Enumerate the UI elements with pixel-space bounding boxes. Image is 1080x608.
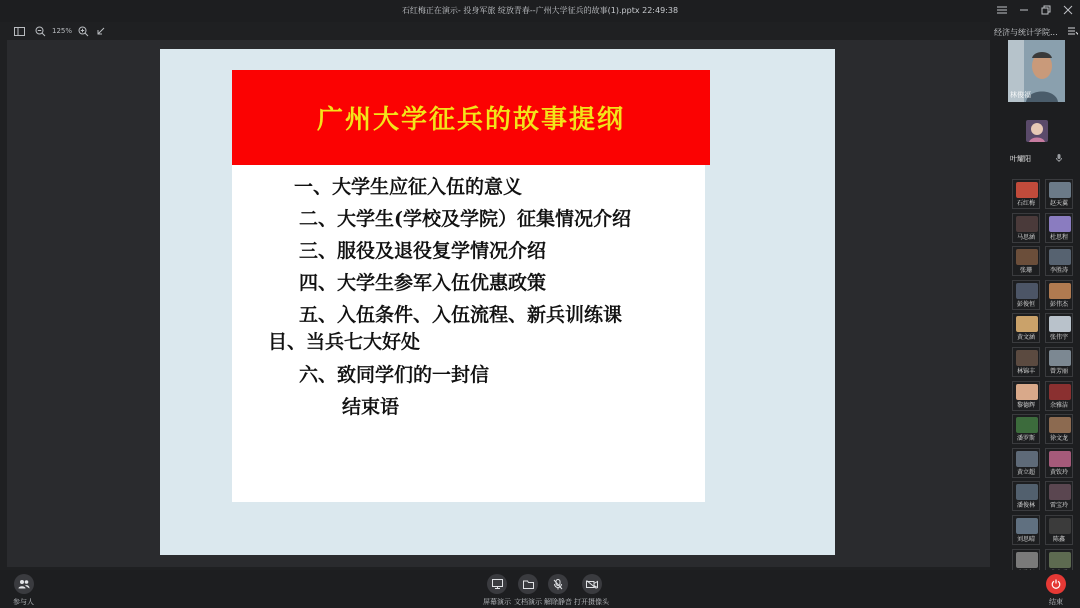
participant-name: 石红梅	[1016, 200, 1035, 207]
screen-share-button[interactable]	[483, 574, 511, 607]
participant-avatar	[1016, 384, 1038, 400]
participant-tile[interactable]	[1045, 414, 1073, 444]
window-title: 石红梅正在演示- 投身军旅 绽放青春--广州大学征兵的故事(1).pptx 22:49:38	[401, 6, 679, 15]
participant-tile[interactable]	[1045, 347, 1073, 377]
outline-line-1: 一、大学生应征入伍的意义	[294, 176, 523, 198]
zoom-level: 125%	[52, 27, 73, 35]
participant-tile[interactable]	[1012, 179, 1040, 209]
participant-name: 余雅洁	[1049, 401, 1068, 409]
participant-avatar	[1016, 350, 1038, 366]
participant-name: 林锦丰	[1016, 368, 1035, 375]
unmute-label: 解除静音	[544, 598, 572, 606]
speaker-avatar-2	[1008, 112, 1065, 158]
participant-avatar	[1049, 283, 1071, 299]
zoom-in-icon[interactable]	[78, 24, 89, 38]
participant-name: 雷宝玲	[1049, 502, 1068, 510]
participant-name: 马思涵	[1016, 233, 1035, 241]
participant-avatar	[1049, 552, 1071, 568]
participant-name: 黄立超	[1016, 468, 1035, 476]
participant-tile[interactable]	[1045, 313, 1073, 343]
participant-name: 赵天翼	[1049, 200, 1068, 207]
participant-name: 徐文龙	[1049, 435, 1068, 443]
camera-label: 打开摄像头	[574, 598, 609, 606]
participant-tile[interactable]	[1045, 448, 1073, 478]
participant-tile[interactable]	[1045, 481, 1073, 511]
list-menu-icon[interactable]	[1068, 27, 1078, 37]
window-controls	[996, 4, 1074, 16]
sidebar-header	[994, 25, 1078, 39]
folder-icon	[518, 574, 538, 594]
participant-avatar	[1016, 451, 1038, 467]
participant-tile[interactable]	[1045, 179, 1073, 209]
restore-icon[interactable]	[1040, 4, 1052, 16]
participant-tile[interactable]	[1045, 246, 1073, 276]
participant-name: 陈鑫	[1052, 536, 1065, 543]
participant-tile[interactable]	[1012, 414, 1040, 444]
participant-avatar	[1049, 249, 1071, 265]
slide	[160, 49, 835, 555]
participant-tile[interactable]	[1045, 213, 1073, 243]
participant-tile[interactable]	[1012, 448, 1040, 478]
pointer-arrow-icon[interactable]	[96, 24, 106, 38]
participant-tile[interactable]	[1012, 347, 1040, 377]
participant-name: 张珊	[1019, 267, 1032, 275]
participant-name: 黄文涵	[1016, 334, 1035, 342]
participant-tile[interactable]	[1012, 213, 1040, 243]
people-icon	[14, 574, 34, 594]
outline-line-2: 二、大学生(学校及学院）征集情况介绍	[299, 208, 631, 230]
participant-avatar	[1016, 417, 1038, 433]
doc-share-button[interactable]	[514, 574, 542, 607]
participant-tile[interactable]	[1012, 515, 1040, 545]
zoom-out-icon[interactable]	[35, 24, 46, 38]
participant-name: 曾芳丽	[1049, 368, 1068, 375]
screen-share-icon	[487, 574, 507, 594]
speaker-tile-2[interactable]	[1008, 112, 1065, 174]
participant-name: 张伟宇	[1049, 334, 1068, 342]
slide-outline	[232, 165, 705, 502]
power-icon	[1046, 574, 1066, 594]
participant-tile[interactable]	[1012, 246, 1040, 276]
participant-avatar	[1016, 249, 1038, 265]
presentation-toolbar	[0, 22, 990, 40]
participant-tile[interactable]	[1012, 280, 1040, 310]
participant-avatar	[1049, 484, 1071, 500]
outline-line-5: 五、入伍条件、入伍流程、新兵训练课	[299, 304, 623, 326]
outline-line-7: 结束语	[342, 396, 400, 418]
participant-tile[interactable]	[1045, 381, 1073, 411]
outline-line-4: 四、大学生参军入伍优惠政策	[299, 272, 547, 294]
participant-name: 彭伟杰	[1049, 300, 1068, 308]
participant-tile[interactable]	[1012, 481, 1040, 511]
bottom-control-bar	[0, 570, 1080, 608]
participant-avatar	[1049, 518, 1071, 534]
participant-name: 李胜涛	[1049, 267, 1068, 275]
participant-avatar	[1049, 350, 1071, 366]
meeting-name: 经济与统计学院...	[994, 27, 1058, 37]
participant-name: 黎德辉	[1016, 401, 1035, 409]
camera-off-icon	[582, 574, 602, 594]
participant-avatar	[1016, 552, 1038, 568]
participants-label: 参与人	[13, 598, 34, 606]
participant-avatar	[1016, 518, 1038, 534]
outline-line-6: 六、致同学们的一封信	[299, 364, 490, 386]
participant-avatar	[1049, 216, 1071, 232]
participant-avatar	[1016, 484, 1038, 500]
participant-tile[interactable]	[1012, 313, 1040, 343]
participant-name: 彭俊恒	[1016, 300, 1035, 308]
camera-button[interactable]	[574, 574, 609, 607]
menu-icon[interactable]	[996, 4, 1008, 16]
end-meeting-button[interactable]	[1046, 574, 1066, 607]
slide-title: 广州大学征兵的故事提纲	[316, 105, 625, 135]
mic-off-icon	[548, 574, 568, 594]
doc-share-label: 文档演示	[514, 598, 542, 606]
minimize-icon[interactable]	[1018, 4, 1030, 16]
participant-tile[interactable]	[1045, 280, 1073, 310]
participant-name: 刘思晴	[1016, 536, 1035, 543]
participant-avatar	[1049, 417, 1071, 433]
participant-name: 潘罗斯	[1016, 435, 1035, 443]
participant-avatar	[1049, 384, 1071, 400]
outline-line-5-cont: 目、当兵七大好处	[268, 331, 421, 353]
end-meeting-label: 结束	[1049, 598, 1063, 606]
participant-sidebar	[990, 22, 1080, 582]
participant-name: 杜思程	[1049, 233, 1068, 241]
slide-title-banner	[232, 70, 710, 165]
outline-line-3: 三、服役及退役复学情况介绍	[299, 240, 547, 262]
speaker-name-2: 叶耀阳	[1010, 155, 1031, 163]
speaker-name-1: 林俊福	[1010, 91, 1031, 99]
participant-name: 黄钦玲	[1049, 468, 1068, 476]
title-bar	[0, 0, 1080, 22]
participant-avatar	[1049, 451, 1071, 467]
participant-avatar	[1049, 316, 1071, 332]
screen-share-label: 屏幕演示	[483, 598, 511, 606]
participant-avatar	[1016, 182, 1038, 198]
participant-avatar	[1016, 216, 1038, 232]
mic-muted-icon	[1056, 154, 1062, 164]
participant-tile[interactable]	[1045, 515, 1073, 545]
participant-avatar	[1016, 283, 1038, 299]
participant-name: 潘俊林	[1016, 502, 1035, 510]
participants-button[interactable]	[13, 574, 34, 607]
close-icon[interactable]	[1062, 4, 1074, 16]
speaker-video-1[interactable]	[1008, 40, 1065, 102]
unmute-button[interactable]	[544, 574, 572, 607]
participant-tile[interactable]	[1012, 381, 1040, 411]
participant-avatar	[1016, 316, 1038, 332]
participant-avatar	[1049, 182, 1071, 198]
sidebar-toggle-icon[interactable]	[14, 24, 25, 38]
